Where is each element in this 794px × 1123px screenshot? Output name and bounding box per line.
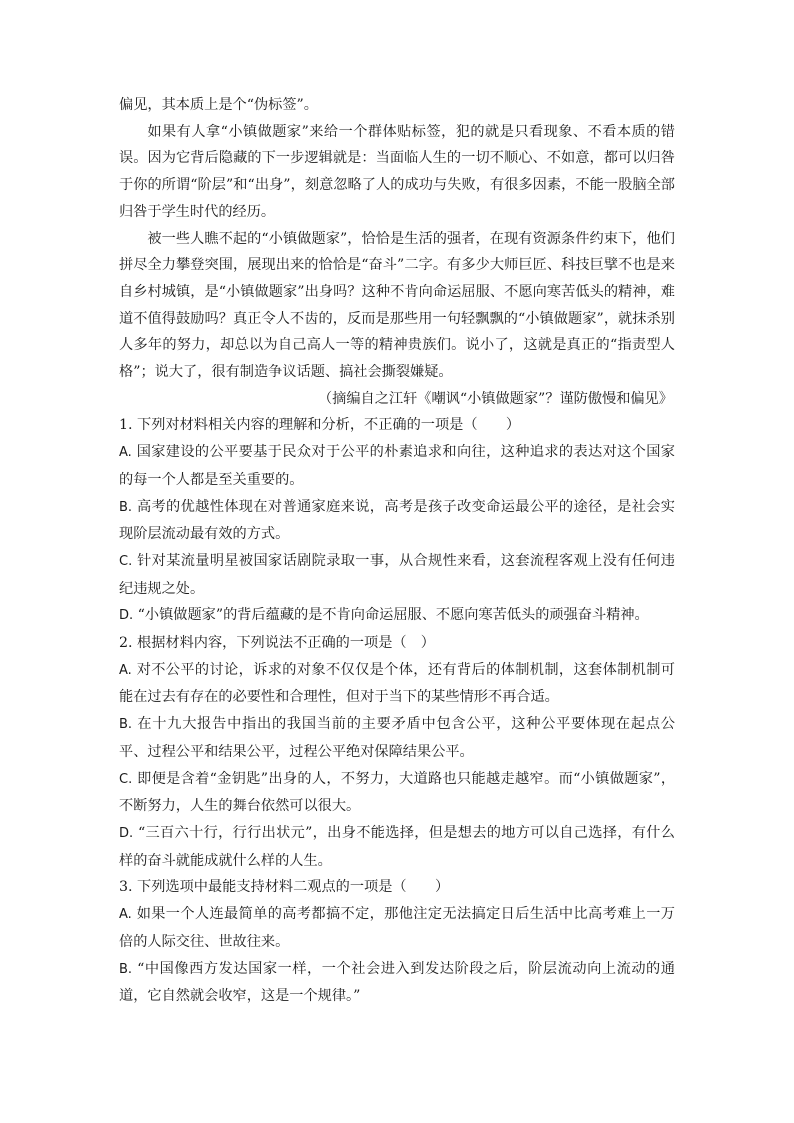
question-3 — [119, 874, 675, 1010]
option-a[interactable] — [119, 439, 675, 493]
option-label: D. — [119, 825, 134, 841]
option-text: 对不公平的讨论，诉求的对象不仅仅是个体，还有背后的体制机制，这套体制机制可能在过去有存在的必要性和合理性，但对于当下的某些情形不再合适。 — [119, 661, 675, 706]
question-stem: 3. 下列选项中最能支持材料二观点的一项是（ ） — [119, 879, 450, 896]
option-label: B. — [119, 499, 133, 515]
option-a[interactable] — [119, 901, 675, 955]
option-label: B. — [119, 961, 133, 977]
passage-paragraph-2: 被一些人瞧不起的“小镇做题家”，恰恰是生活的强者，在现有资源条件约束下，他们拼尽全力攀登突围，展现出来的恰恰是“奋斗”二字。有多少大师巨匠、科技巨擘不也是来自乡村城镇，是“小镇做题家”出身吗？这种不肯向命运屈服、不愿向寒苦低头的精神，难道不值得鼓励吗？真正令人不齿的，反而是那些用一句轻飘飘的“小镇做题家”，就抹杀别人多年的努力，却总以为自己高人一等的精神贵族们。说小了，这就是真正的“指责型人格”；说大了，很有制造争议话题、搞社会撕裂嫌疑。 — [119, 230, 675, 381]
option-label: C. — [119, 771, 133, 787]
question-stem: 1. 下列对材料相关内容的理解和分析，不正确的一项是（ ） — [119, 417, 521, 434]
option-text: 高考的优越性体现在对普通家庭来说，高考是孩子改变命运最公平的途径，是社会实现阶层流动最有效的方式。 — [119, 498, 675, 543]
question-stem: 2. 根据材料内容，下列说法不正确的一项是（ ） — [119, 635, 435, 652]
option-label: D. — [119, 608, 134, 624]
option-text: 针对某流量明星被国家话剧院录取一事，从合规性来看，这套流程客观上没有任何违纪违规之处。 — [119, 552, 675, 597]
option-text: “三百六十行，行行出状元”，出身不能选择，但是想去的地方可以自己选择，有什么样的奋斗就能成就什么样的人生。 — [119, 824, 675, 869]
option-label: C. — [119, 553, 133, 569]
option-text: “中国像西方发达国家一样，一个社会进入到发达阶段之后，阶层流动向上流动的通道，它自然就会收窄，这是一个规律。” — [119, 960, 675, 1005]
question-1 — [119, 412, 675, 630]
option-c[interactable] — [119, 548, 675, 602]
option-label: A. — [119, 907, 132, 923]
option-text: 在十九大报告中指出的我国当前的主要矛盾中包含公平，这种公平要体现在起点公平、过程公平和结果公平，过程公平绝对保障结果公平。 — [119, 716, 675, 760]
option-text: “小镇做题家”的背后蕴藏的是不肯向命运屈服、不愿向寒苦低头的顽强奋斗精神。 — [137, 607, 649, 624]
option-d[interactable] — [119, 820, 675, 874]
option-text: 如果一个人连最简单的高考都搞不定，那他注定无法搞定日后生活中比高考难上一万倍的人际交往、世故往来。 — [119, 906, 675, 950]
question-2 — [119, 630, 675, 874]
option-text: 国家建设的公平要基于民众对于公平的朴素追求和向往，这种追求的表达对这个国家的每一个人都是至关重要的。 — [119, 444, 675, 488]
option-c[interactable] — [119, 766, 675, 820]
option-b[interactable] — [119, 494, 675, 548]
passage-source: （摘编自之江轩《嘲讽“小镇做题家”？谨防傲慢和偏见》 — [317, 390, 673, 407]
option-label: A. — [119, 662, 132, 678]
passage-line-0: 偏见，其本质上是个“伪标签”。 — [119, 97, 318, 113]
option-label: B. — [119, 717, 133, 733]
option-b[interactable] — [119, 956, 675, 1010]
option-d[interactable] — [119, 602, 675, 630]
document-page — [119, 92, 675, 1010]
option-b[interactable] — [119, 711, 675, 765]
option-label: A. — [119, 445, 132, 461]
option-text: 即便是含着“金钥匙”出身的人，不努力，大道路也只能越走越窄。而“小镇做题家”，不断努力，人生的舞台依然可以很大。 — [119, 770, 676, 815]
option-a[interactable] — [119, 657, 675, 711]
passage-paragraph-1: 如果有人拿“小镇做题家”来给一个群体贴标签，犯的就是只看现象、不看本质的错误。因为它背后隐藏的下一步逻辑就是：当面临人生的一切不顺心、不如意，都可以归咎于你的所谓“阶层”和“出身”，刻意忽略了人的成功与失败，有很多因素，不能一股脑全部归咎于学生时代的经历。 — [119, 123, 675, 220]
